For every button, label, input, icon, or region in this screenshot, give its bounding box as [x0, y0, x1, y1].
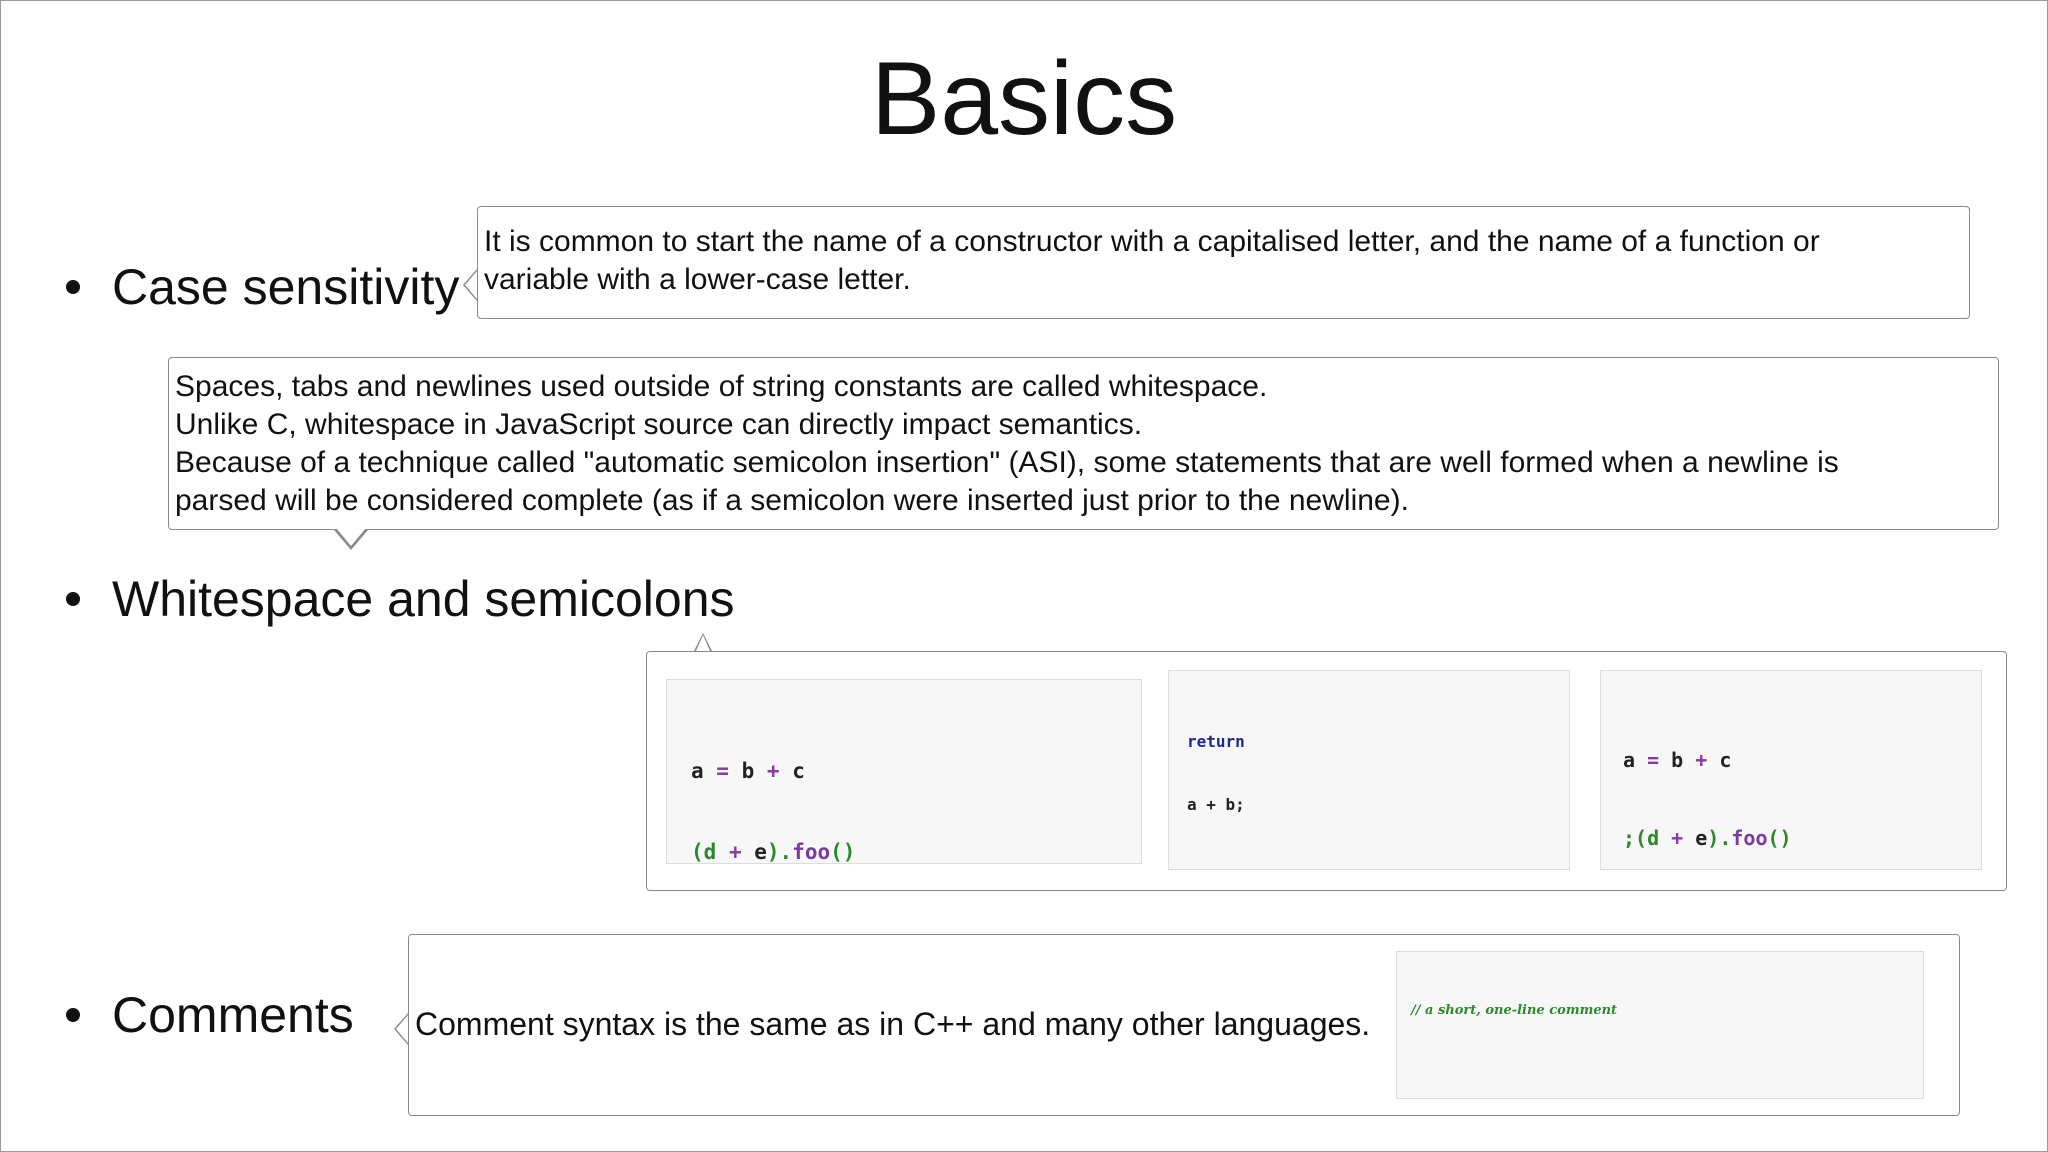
callout-text-line: variable with a lower-case letter.	[484, 263, 911, 296]
bullet-label: Whitespace and semicolons	[112, 571, 735, 627]
callout-pointer	[334, 530, 368, 550]
code-block-return-example	[1168, 670, 1570, 870]
bullet-whitespace	[66, 570, 735, 628]
callout-text-line: Unlike C, whitespace in JavaScript source can directly impact semantics.	[175, 408, 1143, 441]
code-line: a + b;	[1187, 795, 1245, 814]
bullet-label: Case sensitivity	[112, 259, 460, 315]
code-comment: // a short, one-line comment	[1411, 1003, 1618, 1018]
bullet-label: Comments	[112, 987, 354, 1043]
code-block-semicolon-example	[1600, 670, 1982, 870]
code-line	[1411, 1053, 1923, 1070]
callout-text-line: parsed will be considered complete (as if a semicolon were inserted just prior to the newline).	[175, 484, 1409, 517]
bullet-comments	[66, 986, 354, 1044]
code-keyword: return	[1187, 732, 1245, 751]
code-line: ;(d + e).foo()	[1623, 826, 1792, 850]
slide-title: Basics	[870, 41, 1178, 157]
callout-whitespace	[168, 357, 1999, 530]
code-block-asi-example	[666, 679, 1142, 864]
bullet-dot	[66, 1008, 80, 1022]
code-line	[1187, 857, 1569, 870]
callout-case-sensitivity	[477, 206, 1970, 319]
callout-pointer	[694, 633, 712, 651]
code-block-comments-example	[1396, 951, 1924, 1099]
callout-pointer	[394, 1013, 408, 1045]
callout-text-line: Spaces, tabs and newlines used outside of string constants are called whitespace.	[175, 370, 1268, 403]
bullet-dot	[66, 280, 80, 294]
code-line: a = b + c	[691, 759, 805, 783]
code-line: (d + e).foo()	[691, 840, 856, 864]
bullet-case-sensitivity	[66, 258, 459, 316]
bullet-dot	[66, 592, 80, 606]
callout-text-line: It is common to start the name of a constructor with a capitalised letter, and the name of a function or	[484, 225, 1820, 258]
callout-pointer	[463, 269, 477, 301]
code-line: a = b + c	[1623, 748, 1732, 772]
callout-text-line: Comment syntax is the same as in C++ and many other languages.	[415, 1006, 1371, 1042]
callout-text-line: Because of a technique called "automatic semicolon insertion" (ASI), some statements that are well formed when a newline is	[175, 446, 1839, 479]
